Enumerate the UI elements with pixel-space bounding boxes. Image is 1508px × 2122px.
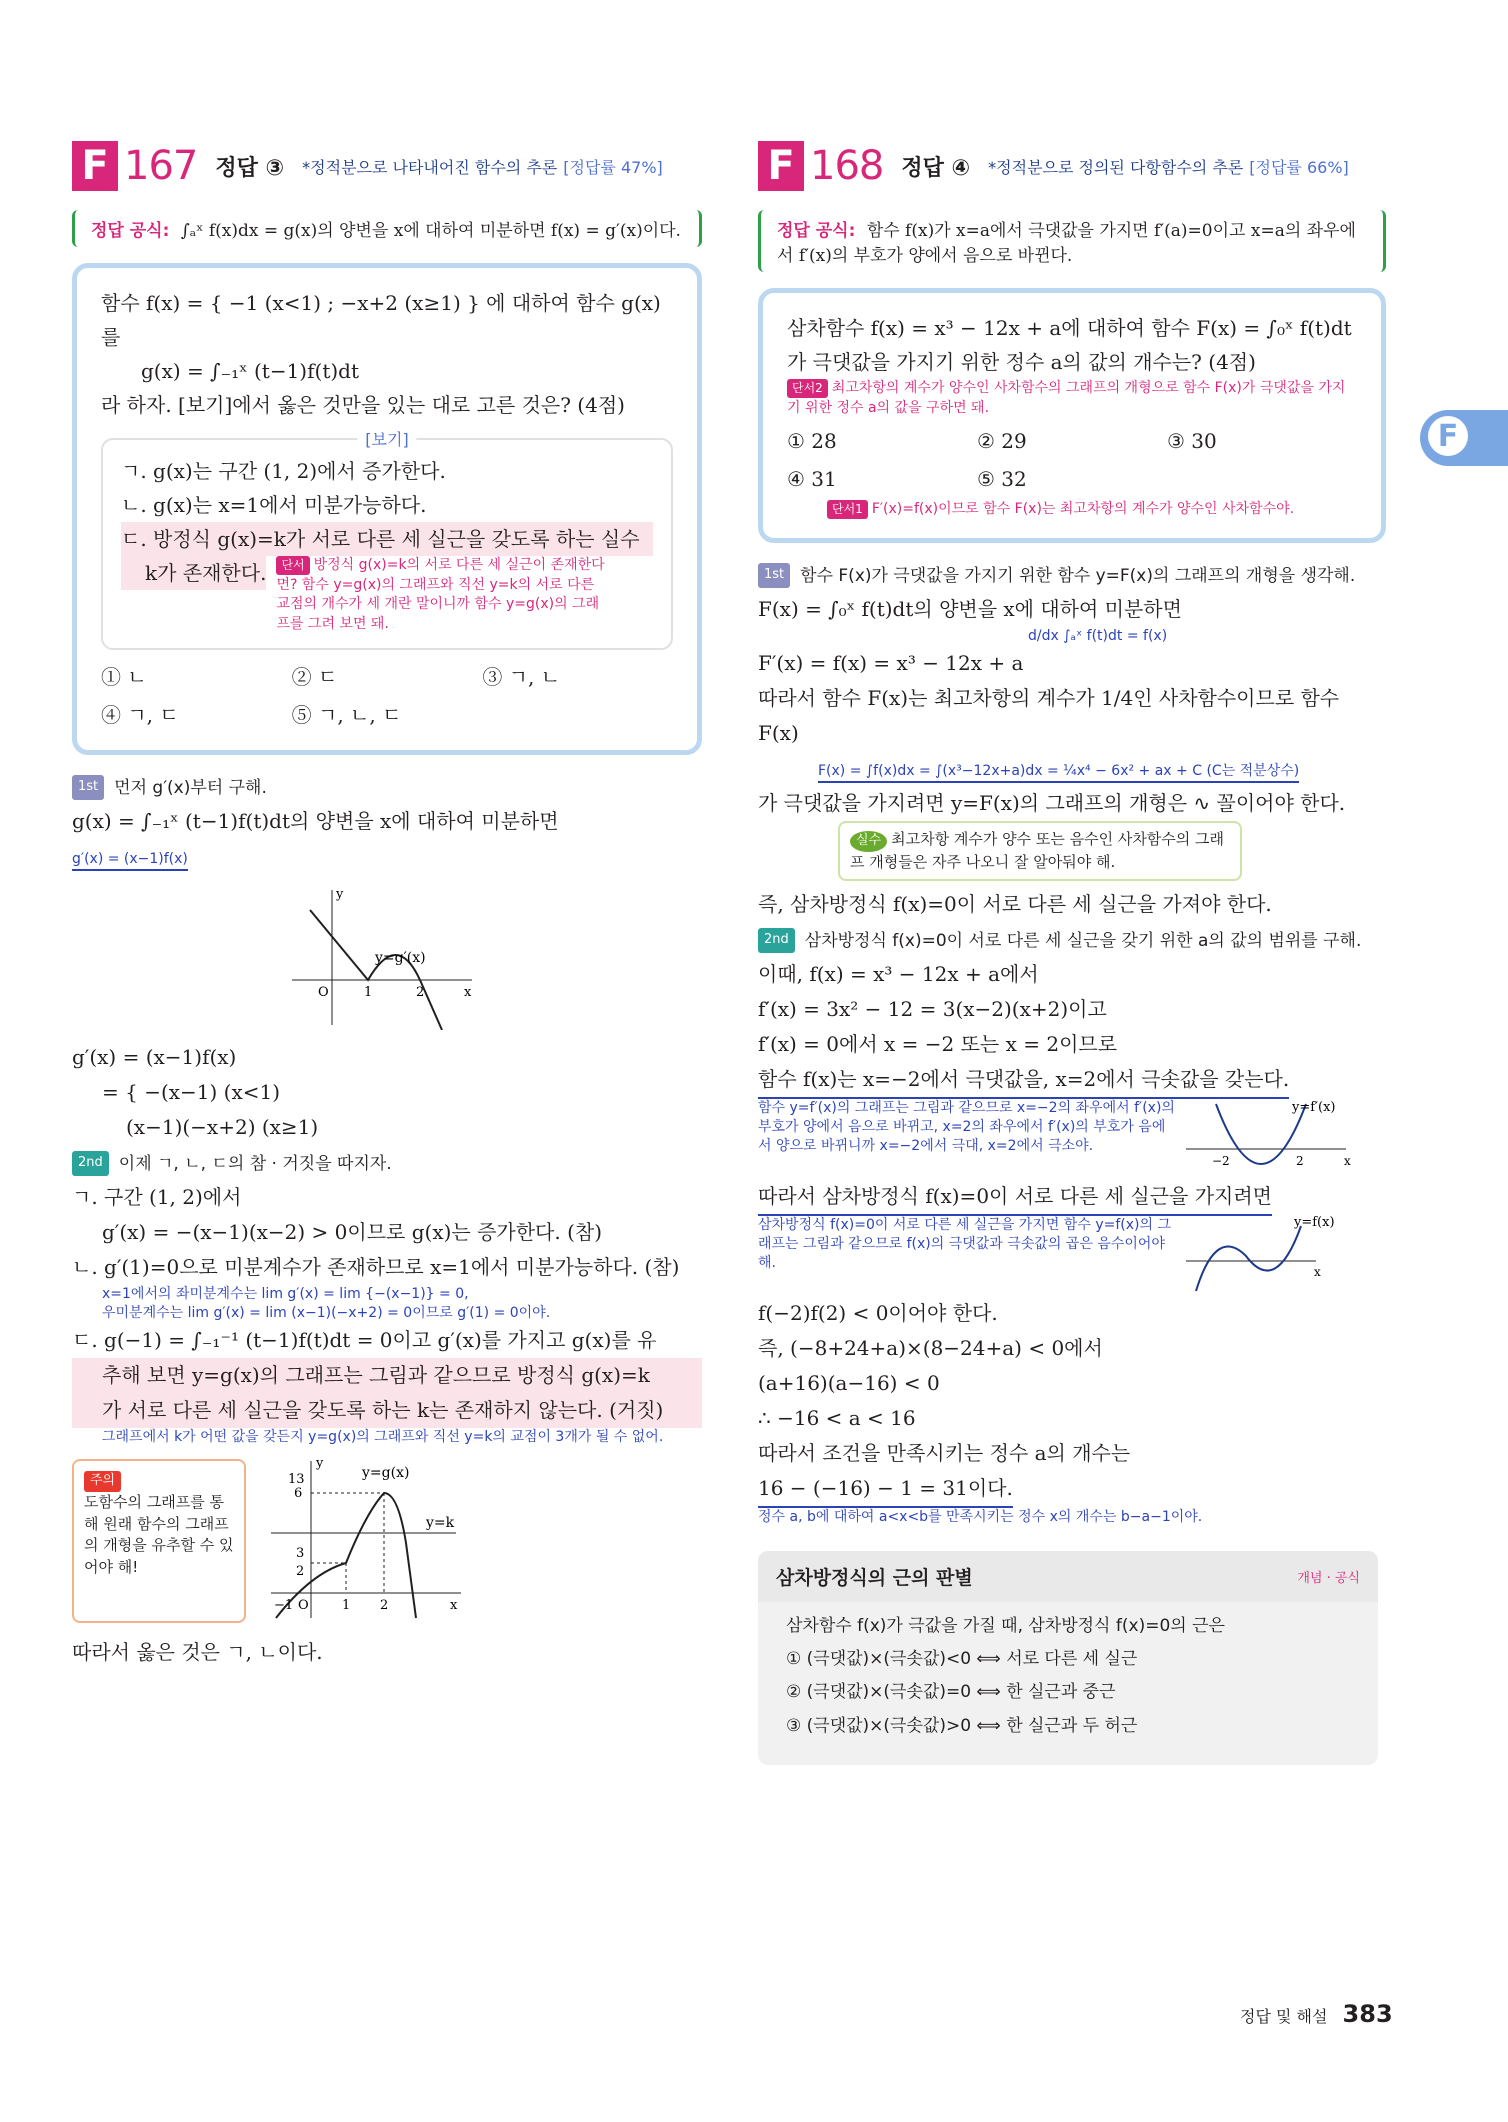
problem-box xyxy=(72,263,702,755)
graph-g-prime xyxy=(282,880,482,1030)
choice: ④ 31 xyxy=(787,467,837,492)
solution-note: 정수 a, b에 대하여 a<x<b를 만족시키는 정수 x의 개수는 b−a−1이야. xyxy=(758,1509,1203,1526)
tick-label: −2 xyxy=(1212,1154,1230,1169)
solution-line: 가 서로 다른 세 실근을 갖도록 하는 k는 존재하지 않는다. (거짓) xyxy=(72,1393,702,1428)
line-label: y=k xyxy=(426,1515,455,1532)
solution-note: 삼차방정식 f(x)=0이 서로 다른 세 실근을 가지면 함수 y=f(x)의 그래프는 그림과 같으므로 f(x)의 극댓값과 극솟값의 곱은 음수이어야 해. xyxy=(758,1217,1171,1272)
axis-label: y xyxy=(316,1456,324,1472)
hint-tag: 단서1 xyxy=(827,500,868,519)
concept-title: 삼차방정식의 근의 판별 xyxy=(776,1567,973,1590)
solution-line: ㄱ. 구간 (1, 2)에서 xyxy=(72,1185,242,1210)
axis-label: x xyxy=(450,1598,458,1614)
solution-note: 함수 y=f′(x)의 그래프는 그림과 같으므로 x=−2의 좌우에서 f′(x)의 부호가 양에서 음으로 바뀌고, x=2의 좌우에서 f′(x)의 부호가 음에서 양으로 바뀌니까 x=−2에서 극대, x=2에서 극소야. xyxy=(758,1100,1175,1155)
graph-label: y=g′(x) xyxy=(375,950,426,967)
axis-label: y xyxy=(336,887,344,903)
conclusion: 따라서 옳은 것은 ㄱ, ㄴ이다. xyxy=(72,1640,323,1665)
problem-line: 삼차함수 f(x) = x³ − 12x + a에 대하여 함수 F(x) = ∫₀ˣ f(t)dt xyxy=(787,316,1352,340)
bogi-title: [보기] xyxy=(357,426,416,453)
solution-line: 가 극댓값을 가지려면 y=F(x)의 그래프의 개형은 ∿ 꼴이어야 한다. xyxy=(758,790,1346,815)
answer-label: 정답 ④ xyxy=(901,155,971,181)
solution-line: 함수 f(x)는 x=−2에서 극댓값을, x=2에서 극솟값을 갖는다. xyxy=(758,1062,1289,1099)
solution-line: 따라서 조건을 만족시키는 정수 a의 개수는 xyxy=(758,1441,1131,1466)
choice: ① ㄴ xyxy=(101,665,147,690)
problem-number: 167 xyxy=(124,143,198,189)
formula-text: 함수 f(x)가 x=a에서 극댓값을 가지면 f′(a)=0이고 x=a의 좌우에서 f′(x)의 부호가 양에서 음으로 바뀐다. xyxy=(777,221,1356,266)
solution-note: F(x) = ∫f(x)dx = ∫(x³−12x+a)dx = ¼x⁴ − 6x² + ax + C (C는 적분상수) xyxy=(818,762,1299,783)
solution-line: ㄷ. g(−1) = ∫₋₁⁻¹ (t−1)f(t)dt = 0이고 g′(x)를 가지고 g(x)를 유 xyxy=(72,1328,657,1353)
mistake-tag: 실수 xyxy=(850,831,887,852)
hint-tag: 단서 xyxy=(276,556,309,575)
solution-line: f′(x) = 3x² − 12 = 3(x−2)(x+2)이고 xyxy=(758,997,1107,1022)
warning-tag: 주의 xyxy=(84,1471,121,1492)
solution-line: 이때, f(x) = x³ − 12x + a에서 xyxy=(758,962,1039,987)
solution-note: 그래프에서 k가 어떤 값을 갖든지 y=g(x)의 그래프와 직선 y=k의 교점이 3개가 될 수 없어. xyxy=(102,1429,664,1446)
concept-line: 삼차함수 f(x)가 극값을 가질 때, 삼차방정식 f(x)=0의 근은 xyxy=(786,1616,1225,1637)
tick-label: 2 xyxy=(1296,1154,1304,1169)
f-badge: F xyxy=(72,141,118,191)
right-column xyxy=(758,138,1386,1765)
solution-line: 따라서 함수 F(x)는 최고차항의 계수가 1/4인 사차함수이므로 함수 F(x) xyxy=(758,685,1340,745)
warning-text: 도함수의 그래프를 통해 원래 함수의 그래프의 개형을 유추할 수 있어야 해! xyxy=(84,1492,234,1577)
chapter-tab[interactable] xyxy=(1420,410,1508,466)
footer-label: 정답 및 해설 xyxy=(1240,2007,1328,2026)
problem-line: 함수 f(x) = { −1 (x<1) ; −x+2 (x≥1) } 에 대하여 함수 g(x)를 xyxy=(101,291,661,349)
solution-line: (x−1)(−x+2) (x≥1) xyxy=(126,1115,319,1140)
accuracy-rate: [정답률 66%] xyxy=(1249,157,1349,177)
solution-line: 즉, 삼차방정식 f(x)=0이 서로 다른 세 실근을 가져야 한다. xyxy=(758,892,1272,917)
topic-label: *정적분으로 나타내어진 함수의 추론 xyxy=(302,157,558,177)
solution-line: g′(x) = (x−1)f(x) xyxy=(72,1045,237,1070)
step-text: 이제 ㄱ, ㄴ, ㄷ의 참 · 거짓을 따지자. xyxy=(118,1154,392,1175)
graph-label: y=f′(x) xyxy=(1292,1100,1336,1116)
origin-label: O xyxy=(298,1598,309,1614)
tick-label: 6 xyxy=(294,1486,303,1502)
hint-note xyxy=(276,556,606,634)
step-tag: 1st xyxy=(72,775,104,800)
bogi-item: ㄴ. g(x)는 x=1에서 미분가능하다. xyxy=(121,493,427,517)
step-text: 함수 F(x)가 극댓값을 가지기 위한 함수 y=F(x)의 그래프의 개형을 생각해. xyxy=(800,565,1356,586)
step-tag: 1st xyxy=(758,563,790,588)
choice: ③ 30 xyxy=(1167,429,1217,454)
concept-tag: 개념 · 공식 xyxy=(1297,1571,1360,1587)
solution-line: 16 − (−16) − 1 = 31이다. xyxy=(758,1471,1013,1508)
graph-f-prime xyxy=(1186,1099,1356,1179)
formula-text: ∫ₐˣ f(x)dx = g(x)의 양변을 x에 대하여 미분하면 f(x) = g′(x)이다. xyxy=(180,221,681,241)
solution-line: g(x) = ∫₋₁ˣ (t−1)f(t)dt의 양변을 x에 대하여 미분하면 xyxy=(72,809,559,834)
bogi-item: ㄱ. g(x)는 구간 (1, 2)에서 증가한다. xyxy=(121,459,446,483)
answer-choices xyxy=(101,660,673,732)
problem-box xyxy=(758,288,1386,543)
problem-line: g(x) = ∫₋₁ˣ (t−1)f(t)dt xyxy=(141,359,359,383)
solution-line: 즉, (−8+24+a)×(8−24+a) < 0에서 xyxy=(758,1336,1103,1361)
bogi-item: ㄷ. 방정식 g(x)=k가 서로 다른 세 실근을 갖도록 하는 실수 xyxy=(121,522,653,556)
bogi-box xyxy=(101,430,673,650)
left-column xyxy=(72,138,702,1670)
topic-label: *정적분으로 정의된 다항함수의 추론 xyxy=(988,157,1244,177)
warning-box xyxy=(72,1459,246,1623)
problem-168-header xyxy=(758,138,1386,194)
tick-label: 3 xyxy=(296,1546,305,1562)
solution-note: x=1에서의 좌미분계수는 lim g′(x) = lim {−(x−1)} = 0, xyxy=(102,1286,469,1303)
axis-label: x xyxy=(464,985,472,1001)
answer-label: 정답 ③ xyxy=(215,155,285,181)
solution-line: F(x) = ∫₀ˣ f(t)dt의 양변을 x에 대하여 미분하면 xyxy=(758,596,1182,621)
graph-f xyxy=(1186,1216,1356,1296)
bogi-item: k가 존재한다. xyxy=(121,556,266,590)
solution-line: ∴ −16 < a < 16 xyxy=(758,1406,916,1431)
problem-number: 168 xyxy=(810,143,884,189)
solution-line: g′(x) = −(x−1)(x−2) > 0이므로 g(x)는 증가한다. (참) xyxy=(102,1220,602,1245)
choice: ③ ㄱ, ㄴ xyxy=(482,665,561,690)
page-footer xyxy=(1240,2000,1393,2028)
concept-box xyxy=(758,1551,1378,1765)
step-tag: 2nd xyxy=(758,928,795,953)
graph-g xyxy=(266,1453,466,1623)
f-badge: F xyxy=(758,141,804,191)
choice: ① 28 xyxy=(787,429,837,454)
axis-label: x xyxy=(1344,1154,1351,1169)
solution-line: (a+16)(a−16) < 0 xyxy=(758,1371,940,1396)
answer-choices xyxy=(787,424,1357,496)
choice: ④ ㄱ, ㄷ xyxy=(101,703,179,728)
solution-line: ㄴ. g′(1)=0으로 미분계수가 존재하므로 x=1에서 미분가능하다. (참) xyxy=(72,1255,680,1280)
hint-text: 최고차항의 계수가 양수인 사차함수의 그래프의 개형으로 함수 F(x)가 극댓값을 가지기 위한 정수 a의 값을 구하면 돼. xyxy=(787,380,1346,416)
tick-label: 1 xyxy=(342,1598,351,1614)
problem-167-header xyxy=(72,138,702,194)
origin-label: O xyxy=(318,985,329,1001)
tick-label: 13 xyxy=(288,1472,305,1488)
chapter-tab-label: F xyxy=(1428,416,1468,456)
step-text: 먼저 g′(x)부터 구해. xyxy=(114,778,267,799)
solution-167 xyxy=(72,769,702,1670)
graph-label: y=f(x) xyxy=(1294,1216,1335,1231)
formula-label: 정답 공식: xyxy=(91,221,170,241)
step-text: 삼차방정식 f(x)=0이 서로 다른 세 실근을 갖기 위한 a의 값의 범위를 구해. xyxy=(804,931,1362,952)
answer-formula xyxy=(758,210,1386,272)
concept-line: ① (극댓값)×(극솟값)<0 ⟺ 서로 다른 세 실근 xyxy=(786,1649,1138,1670)
choice: ⑤ ㄱ, ㄴ, ㄷ xyxy=(291,703,402,728)
accuracy-rate: [정답률 47%] xyxy=(563,157,663,177)
solution-168 xyxy=(758,557,1386,1527)
problem-line: 라 하자. [보기]에서 옳은 것만을 있는 대로 고른 것은? (4점) xyxy=(101,393,625,417)
hint-note xyxy=(787,379,1357,418)
solution-line: 추해 보면 y=g(x)의 그래프는 그림과 같으므로 방정식 g(x)=k xyxy=(72,1358,702,1393)
problem-line: 가 극댓값을 가지기 위한 정수 a의 값의 개수는? (4점) xyxy=(787,350,1256,374)
tick-label: −1 xyxy=(274,1598,294,1614)
hint-tag: 단서2 xyxy=(787,379,828,398)
solution-line: F′(x) = f(x) = x³ − 12x + a xyxy=(758,650,1024,675)
formula-label: 정답 공식: xyxy=(777,221,856,241)
concept-line: ③ (극댓값)×(극솟값)>0 ⟺ 한 실근과 두 허근 xyxy=(786,1715,1138,1736)
tick-label: 2 xyxy=(380,1598,389,1614)
hint-note xyxy=(787,500,1357,520)
mistake-box xyxy=(838,821,1242,882)
mistake-text: 최고차항 계수가 양수 또는 음수인 사차함수의 그래프 개형들은 자주 나오니 잘 알아둬야 해. xyxy=(850,829,1225,871)
choice: ② 29 xyxy=(977,429,1027,454)
tick-label: 1 xyxy=(364,985,373,1001)
axis-label: x xyxy=(1314,1265,1321,1280)
hint-text: F′(x)=f(x)이므로 함수 F(x)는 최고차항의 계수가 양수인 사차함수야. xyxy=(871,501,1295,518)
tick-label: 2 xyxy=(416,985,425,1001)
solution-line: f′(x) = 0에서 x = −2 또는 x = 2이므로 xyxy=(758,1032,1118,1057)
choice: ⑤ 32 xyxy=(977,467,1027,492)
tick-label: 2 xyxy=(296,1564,305,1580)
solution-note: g′(x) = (x−1)f(x) xyxy=(72,850,188,871)
concept-line: ② (극댓값)×(극솟값)=0 ⟺ 한 실근과 중근 xyxy=(786,1682,1116,1703)
step-tag: 2nd xyxy=(72,1151,109,1176)
page-number: 383 xyxy=(1342,2000,1393,2028)
solution-line: 따라서 삼차방정식 f(x)=0이 서로 다른 세 실근을 가지려면 xyxy=(758,1179,1272,1216)
graph-label: y=g(x) xyxy=(362,1465,410,1482)
answer-formula xyxy=(72,210,702,247)
solution-note: d/dx ∫ₐˣ f(t)dt = f(x) xyxy=(1028,627,1168,644)
solution-line: f(−2)f(2) < 0이어야 한다. xyxy=(758,1301,998,1326)
solution-line: = { −(x−1) (x<1) xyxy=(102,1080,281,1105)
hint-text: 방정식 g(x)=k의 서로 다른 세 실근이 존재한다면? 함수 y=g(x)의 그래프와 직선 y=k의 서로 다른 교점의 개수가 세 개란 말이니까 함수 y=g(x)의 그래프를 그려 보면 돼. xyxy=(276,557,605,632)
choice: ② ㄷ xyxy=(291,665,338,690)
solution-note: 우미분계수는 lim g′(x) = lim (x−1)(−x+2) = 0이므로 g′(1) = 0이야. xyxy=(102,1305,551,1322)
